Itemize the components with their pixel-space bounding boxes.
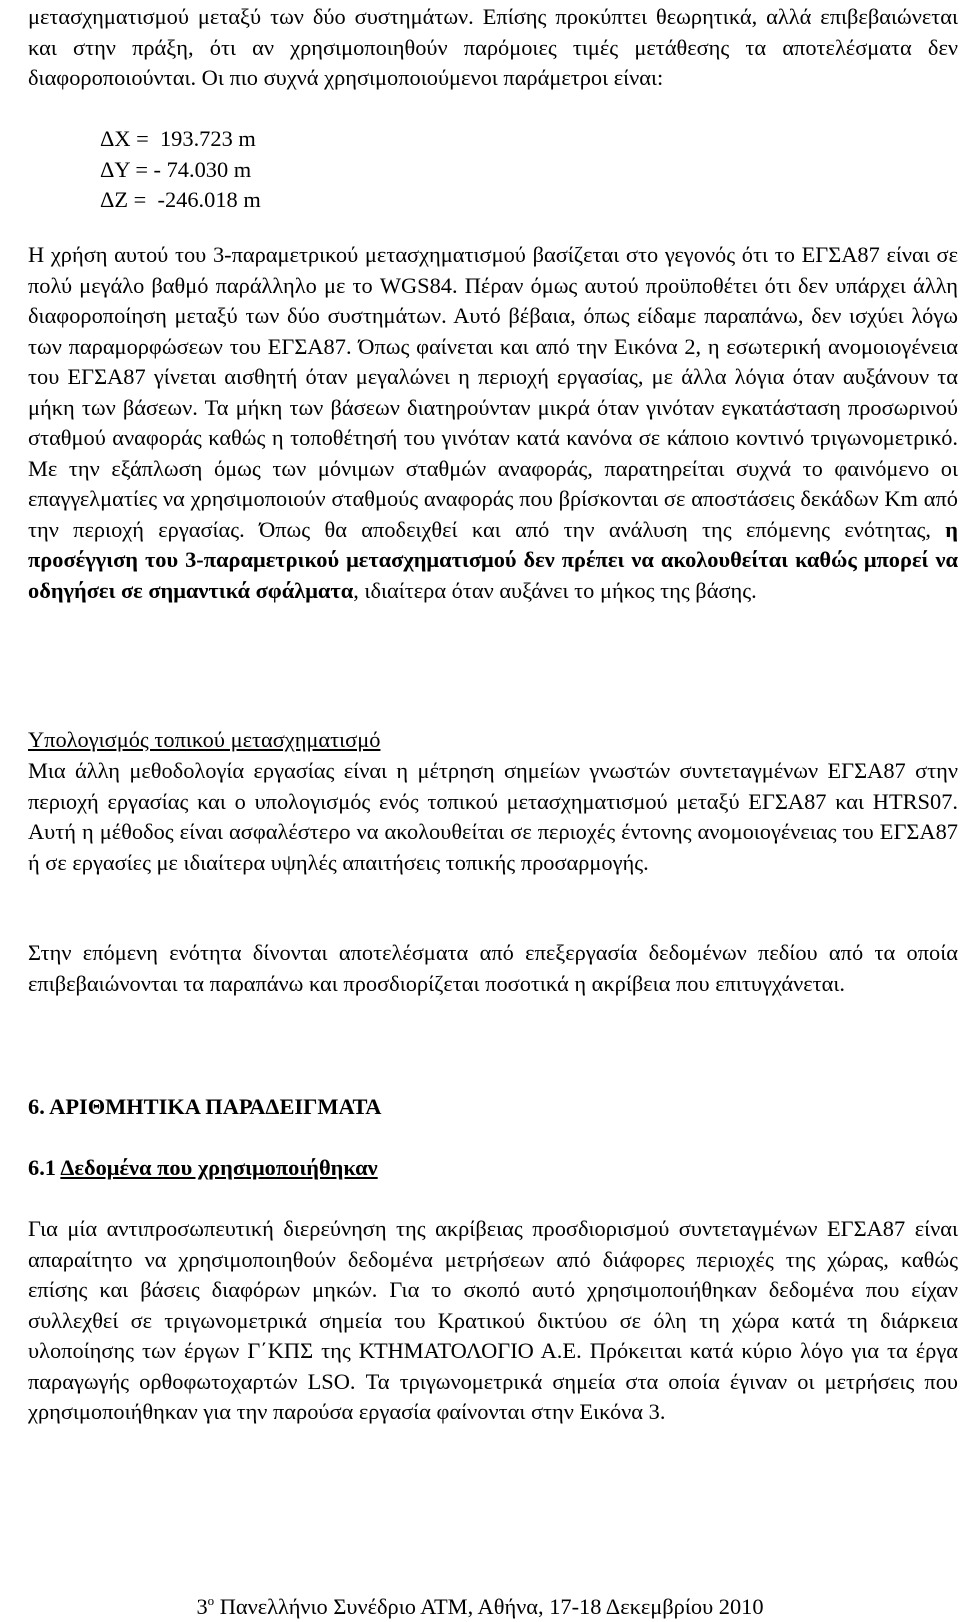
paragraph-text: Μια άλλη μεθοδολογία εργασίας είναι η μέτρηση σημείων γνωστών συντεταγμένων ΕΓΣΑ87 στην περιοχή εργασίας και ο υπολογισμός ενός τοπικού μετασχηματισμού μεταξύ ΕΓΣΑ87 και HTRS07. Αυτή η μέθοδος είναι ασφαλέστερο να ακολουθείται σε περιοχές έντονης ανομοιογένειας του ΕΓΣΑ87 ή σε εργασίες με ιδιαίτερα υψηλές απαιτήσεις τοπικής προσαρμογής.	[28, 758, 958, 875]
section-heading: 6. ΑΡΙΘΜΗΤΙΚΑ ΠΑΡΑΔΕΙΓΜΑΤΑ	[28, 1094, 382, 1119]
footer-number: 3	[196, 1594, 208, 1619]
parameter-list	[100, 124, 261, 216]
paragraph-text: Η χρήση αυτού του 3-παραμετρικού μετασχηματισμού βασίζεται στο γεγονός ότι το ΕΓΣΑ87 είναι σε πολύ μεγάλο βαθμό παράλληλο με το WGS84. Πέραν όμως αυτού προϋποθέτει ότι δεν υπάρχει άλλη διαφοροποίηση μεταξύ των δύο συστημάτων. Αυτό βέβαια, όπως είδαμε παραπάνω, δεν ισχύει λόγω των παραμορφώσεων του ΕΓΣΑ87. Όπως φαίνεται και από την Εικόνα 2, η εσωτερική ανομοιογένεια του ΕΓΣΑ87 γίνεται αισθητή όταν μεγαλώνει η περιοχή εργασίας, με άλλα λόγια όταν αυξάνουν τα μήκη των βάσεων. Τα μήκη των βάσεων διατηρούνταν μικρά όταν γινόταν εγκατάσταση προσωρινού σταθμού αναφοράς καθώς η τοποθέτησή του γινόταν κατά κανόνα σε κάποιο κοντινό τριγωνομετρικό. Με την εξάπλωση όμως των μόνιμων σταθμών αναφοράς, παρατηρείται συχνά το φαινόμενο οι επαγγελματίες να χρησιμοποιούν σταθμούς αναφοράς που βρίσκονται σε αποστάσεις δεκάδων Km από την περιοχή εργασίας. Όπως θα αποδειχθεί και από την ανάλυση της επόμενης ενότητας,	[28, 242, 958, 542]
subsection-heading	[28, 1153, 378, 1184]
paragraph-text-end: , ιδιαίτερα όταν αυξάνει το μήκος της βάσης.	[353, 577, 757, 603]
paragraph-transformation-params	[28, 2, 958, 94]
paragraph-3-parameter-approach	[28, 240, 958, 606]
subsection-title: Δεδομένα που χρησιμοποιήθηκαν	[60, 1155, 378, 1180]
paragraph-text: Για μία αντιπροσωπευτική διερεύνηση της ακρίβειας προσδιορισμού συντεταγμένων ΕΓΣΑ87 είναι απαραίτητο να χρησιμοποιηθούν δεδομένα μετρήσεων από διάφορες περιοχές της χώρας, καθώς επίσης και βάσεις διαφόρων μηκών. Για το σκοπό αυτό χρησιμοποιήθηκαν δεδομένα που είχαν συλλεχθεί σε τριγωνομετρικά σημεία του Κρατικού δικτύου σε όλη τη χώρα κατά τη διάρκεια υλοποίησης των έργων Γ΄ΚΠΣ της ΚΤΗΜΑΤΟΛΟΓΙΟ Α.Ε. Πρόκειται κατά κύριο λόγο για τα έργα παραγωγής ορθοφωτοχαρτών LSO. Τα τριγωνομετρικά σημεία στα οποία έγιναν οι μετρήσεις που χρησιμοποιήθηκαν για την παρούσα εργασία φαίνονται στην Εικόνα 3.	[28, 1216, 958, 1424]
parameter-dx: ΔX = 193.723 m	[100, 126, 256, 151]
footer-ordinal: ο	[207, 1593, 215, 1608]
paragraph-data-used	[28, 1214, 958, 1428]
paragraph-next-section-intro	[28, 938, 958, 999]
page-footer	[0, 1587, 960, 1621]
subheading-local-transformation: Υπολογισμός τοπικού μετασχηματισμό	[28, 727, 381, 752]
parameter-dy: ΔY = - 74.030 m	[100, 156, 252, 182]
emphasized-warning: η προσέγγιση του 3-παραμετρικού μετασχηματισμού δεν πρέπει να ακολουθείται καθώς μπορεί να οδηγήσει σε σημαντικά σφάλματα	[28, 516, 958, 603]
paragraph-local-transformation	[28, 756, 958, 878]
footer-text: Πανελλήνιο Συνέδριο ΑΤΜ, Αθήνα, 17-18 Δεκεμβρίου 2010	[214, 1594, 764, 1619]
parameter-dz: ΔZ = -246.018 m	[100, 187, 261, 212]
paragraph-text: μετασχηματισμού μεταξύ των δύο συστημάτων. Επίσης προκύπτει θεωρητικά, αλλά επιβεβαιώνεται και στην πράξη, ότι αν χρησιμοποιηθούν παρόμοιες τιμές μετάθεσης τα αποτελέσματα δεν διαφοροποιούνται. Οι πιο συχνά χρησιμοποιούμενοι παράμετροι είναι:	[28, 4, 958, 90]
subsection-number: 6.1	[28, 1155, 61, 1180]
paragraph-text: Στην επόμενη ενότητα δίνονται αποτελέσματα από επεξεργασία δεδομένων πεδίου από τα οποία επιβεβαιώνονται τα παραπάνω και προσδιορίζεται ποσοτικά η ακρίβεια που επιτυγχάνεται.	[28, 940, 958, 996]
